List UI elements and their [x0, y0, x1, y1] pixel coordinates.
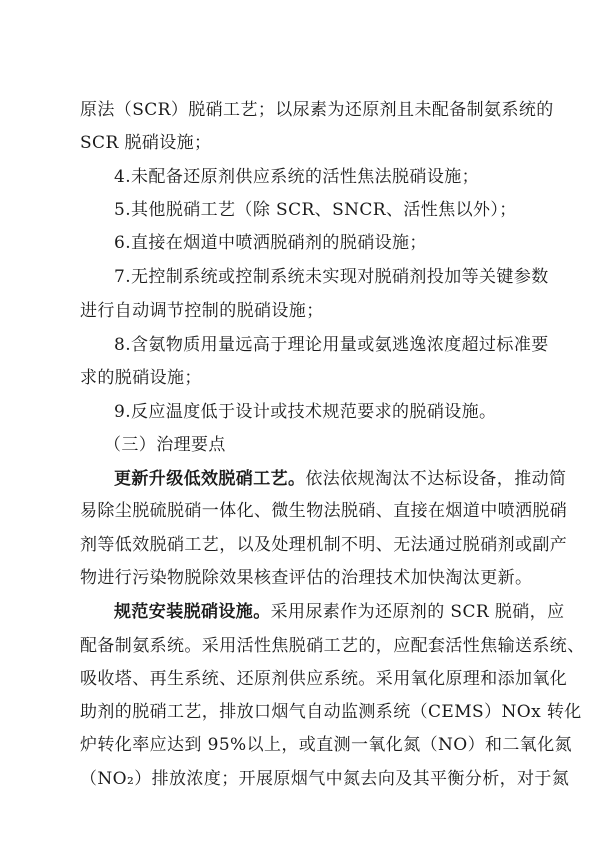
list-item-9: 9.反应温度低于设计或技术规范要求的脱硝设施。: [114, 402, 497, 422]
paragraph-line: 规范安装脱硝设施。采用尿素作为还原剂的 SCR 脱硝，应: [114, 602, 565, 622]
paragraph-lead: 更新升级低效脱硝工艺。: [114, 469, 306, 489]
paragraph-line: 剂等低效脱硝工艺，以及处理机制不明、无法通过脱硝剂或副产: [80, 535, 568, 555]
list-item-8: 8.含氨物质用量远高于理论用量或氨逃逸浓度超过标准要: [114, 335, 549, 355]
text-line: 原法（SCR）脱硝工艺；以尿素为还原剂且未配备制氨系统的: [80, 100, 554, 120]
list-item-8-cont: 求的脱硝设施；: [80, 368, 202, 388]
paragraph-line: 助剂的脱硝工艺，排放口烟气自动监测系统（CEMS）NOx 转化: [80, 702, 582, 722]
paragraph-line: 物进行污染物脱除效果核查评估的治理技术加快淘汰更新。: [80, 568, 533, 588]
paragraph-line: 炉转化率应达到 95%以上，或直测一氧化氮（NO）和二氧化氮: [80, 735, 572, 755]
list-item-7: 7.无控制系统或控制系统未实现对脱硝剂投加等关键参数: [114, 267, 549, 287]
paragraph-line: 配备制氨系统。采用活性焦脱硝工艺的，应配套活性焦输送系统、: [80, 636, 585, 656]
list-item-7-cont: 进行自动调节控制的脱硝设施；: [80, 301, 324, 321]
section-heading: （三）治理要点: [104, 435, 226, 455]
paragraph-line: 吸收塔、再生系统、还原剂供应系统。采用氧化原理和添加氧化: [80, 669, 568, 689]
list-item-6: 6.直接在烟道中喷洒脱硝剂的脱硝设施；: [114, 233, 427, 253]
paragraph-line: 更新升级低效脱硝工艺。依法依规淘汰不达标设备，推动简: [114, 469, 567, 489]
list-item-5: 5.其他脱硝工艺（除 SCR、SNCR、活性焦以外）；: [114, 200, 517, 220]
paragraph-line: 易除尘脱硫脱硝一体化、微生物法脱硝、直接在烟道中喷洒脱硝: [80, 501, 568, 521]
paragraph-line: （NO₂）排放浓度；开展原烟气中氮去向及其平衡分析，对于氮: [80, 769, 570, 789]
paragraph-lead: 规范安装脱硝设施。: [114, 602, 271, 622]
text-line: SCR 脱硝设施；: [80, 133, 212, 153]
list-item-4: 4.未配备还原剂供应系统的活性焦法脱硝设施；: [114, 167, 480, 187]
